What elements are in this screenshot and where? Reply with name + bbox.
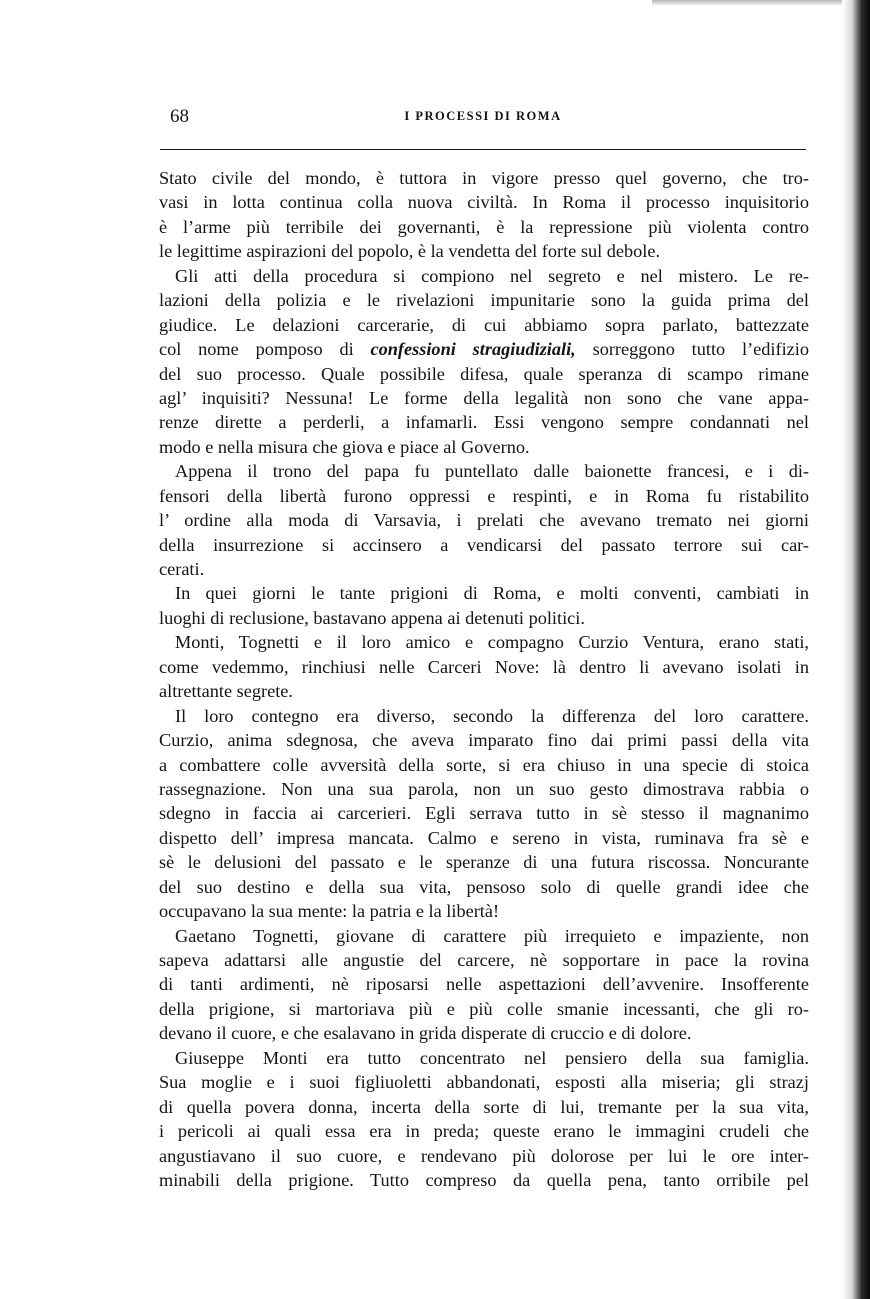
text-line: altrettante segrete. xyxy=(159,681,293,702)
text-line: Gli atti della procedura si compiono nel segreto e nel mistero. Le re- xyxy=(175,265,809,286)
page-number: 68 xyxy=(170,106,189,127)
paragraph xyxy=(159,459,809,581)
paragraph xyxy=(159,1046,809,1193)
text-line: della prigione, si martoriava più e più colle smanie incessanti, che gli ro- xyxy=(159,998,809,1019)
text-line: sapeva adattarsi alle angustie del carcere, nè sopportare in pace la rovina xyxy=(159,950,809,970)
paragraph xyxy=(159,704,809,924)
text-line: è l’arme più terribile dei governanti, è la repressione più violenta contro xyxy=(159,216,809,237)
text-line: del suo processo. Quale possibile difesa, quale speranza di scampo rimane xyxy=(159,363,809,384)
text-line: come vedemmo, rinchiusi nelle Carceri Nove: là dentro li avevano isolati in xyxy=(159,656,809,677)
text-line: Gaetano Tognetti, giovane di carattere più irrequieto e impaziente, non xyxy=(175,925,809,946)
text-line: cerati. xyxy=(159,559,205,579)
text-line: del suo destino e della sua vita, pensoso solo di quelle grandi idee che xyxy=(159,876,809,897)
text-line: In quei giorni le tante prigioni di Roma, e molti conventi, cambiati in xyxy=(175,583,809,604)
text-line: Giuseppe Monti era tutto concentrato nel pensiero della sua famiglia. xyxy=(175,1047,809,1068)
text-line: le legittime aspirazioni del popolo, è la vendetta del forte sul debole. xyxy=(159,241,661,262)
text-line: dispetto dell’ impresa mancata. Calmo e sereno in vista, ruminava fra sè e xyxy=(159,827,809,848)
text-line: minabili della prigione. Tutto compreso da quella pena, tanto orribile pel xyxy=(159,1169,809,1190)
paragraph xyxy=(159,581,809,630)
text-line: i pericoli ai quali essa era in preda; queste erano le immagini crudeli che xyxy=(159,1121,809,1142)
text-line: renze dirette a perderli, a infamarli. Essi vengono sempre condannati nel xyxy=(159,412,809,433)
paragraph xyxy=(159,264,809,460)
text-line: rassegnazione. Non una sua parola, non un suo gesto dimostrava rabbia o xyxy=(159,778,809,799)
body-text xyxy=(159,166,809,1192)
text-line: modo e nella misura che giova e piace al Governo. xyxy=(159,436,530,457)
header-rule xyxy=(160,149,806,150)
text-line: l’ ordine alla moda di Varsavia, i prelati che avevano tremato nei giorni xyxy=(159,510,809,531)
text-line: Appena il trono del papa fu puntellato dalle baionette francesi, e i di- xyxy=(175,461,809,482)
scan-shadow xyxy=(652,0,842,6)
text-line: sè le delusioni del passato e le speranze di una futura riscossa. Noncurante xyxy=(159,852,809,873)
paragraph xyxy=(159,166,809,264)
text-line: fensori della libertà furono oppressi e respinti, e in Roma fu ristabilito xyxy=(159,485,809,506)
running-title: I PROCESSI DI ROMA xyxy=(404,109,562,123)
text-line: Il loro contegno era diverso, secondo la differenza del loro carattere. xyxy=(175,705,809,726)
text-line: a combattere colle avversità della sorte, si era chiuso in una specie di stoica xyxy=(159,754,809,775)
text-line: occupavano la sua mente: la patria e la libertà! xyxy=(159,901,500,922)
text-line: Curzio, anima sdegnosa, che aveva imparato fino dai primi passi della vita xyxy=(159,730,809,751)
text-line: luoghi di reclusione, bastavano appena ai detenuti politici. xyxy=(159,607,585,628)
text-line: vasi in lotta continua colla nuova civiltà. In Roma il processo inquisitorio xyxy=(159,192,809,213)
text-line: sdegno in faccia ai carcerieri. Egli serrava tutto in sè stesso il magnanimo xyxy=(159,803,809,824)
text-line: di tanti ardimenti, nè riposarsi nelle aspettazioni dell’avvenire. Insofferente xyxy=(159,974,809,995)
text-line: lazioni della polizia e le rivelazioni impunitarie sono la guida prima del xyxy=(159,290,809,311)
italic-phrase: confessioni stragiudiziali, xyxy=(370,339,576,360)
text-line: di quella povera donna, incerta della sorte di lui, tremante per la sua vita, xyxy=(159,1096,809,1117)
text-line: Monti, Tognetti e il loro amico e compagno Curzio Ventura, erano stati, xyxy=(175,632,809,653)
paragraph xyxy=(159,924,809,1046)
text-line: giudice. Le delazioni carcerarie, di cui abbiamo sopra parlato, battezzate xyxy=(159,314,809,335)
text-line: Stato civile del mondo, è tuttora in vigore presso quel governo, che tro- xyxy=(159,168,809,188)
text-line: della insurrezione si accinsero a vendicarsi del passato terrore sui car- xyxy=(159,534,809,555)
text-line: agl’ inquisiti? Nessuna! Le forme della legalità non sono che vane appa- xyxy=(159,387,809,408)
page-header xyxy=(160,106,806,132)
text-line: Sua moglie e i suoi figliuoletti abbandonati, esposti alla miseria; gli strazj xyxy=(159,1072,809,1093)
page-binding-edge xyxy=(842,0,870,1299)
text-line: angustiavano il suo cuore, e rendevano più dolorose per lui le ore inter- xyxy=(159,1145,809,1166)
text-line: col nome pomposo di confessioni stragiudiziali, sorreggono tutto l’edifizio xyxy=(159,339,809,360)
text-line: devano il cuore, e che esalavano in grida disperate di cruccio e di dolore. xyxy=(159,1023,692,1044)
paragraph xyxy=(159,630,809,703)
